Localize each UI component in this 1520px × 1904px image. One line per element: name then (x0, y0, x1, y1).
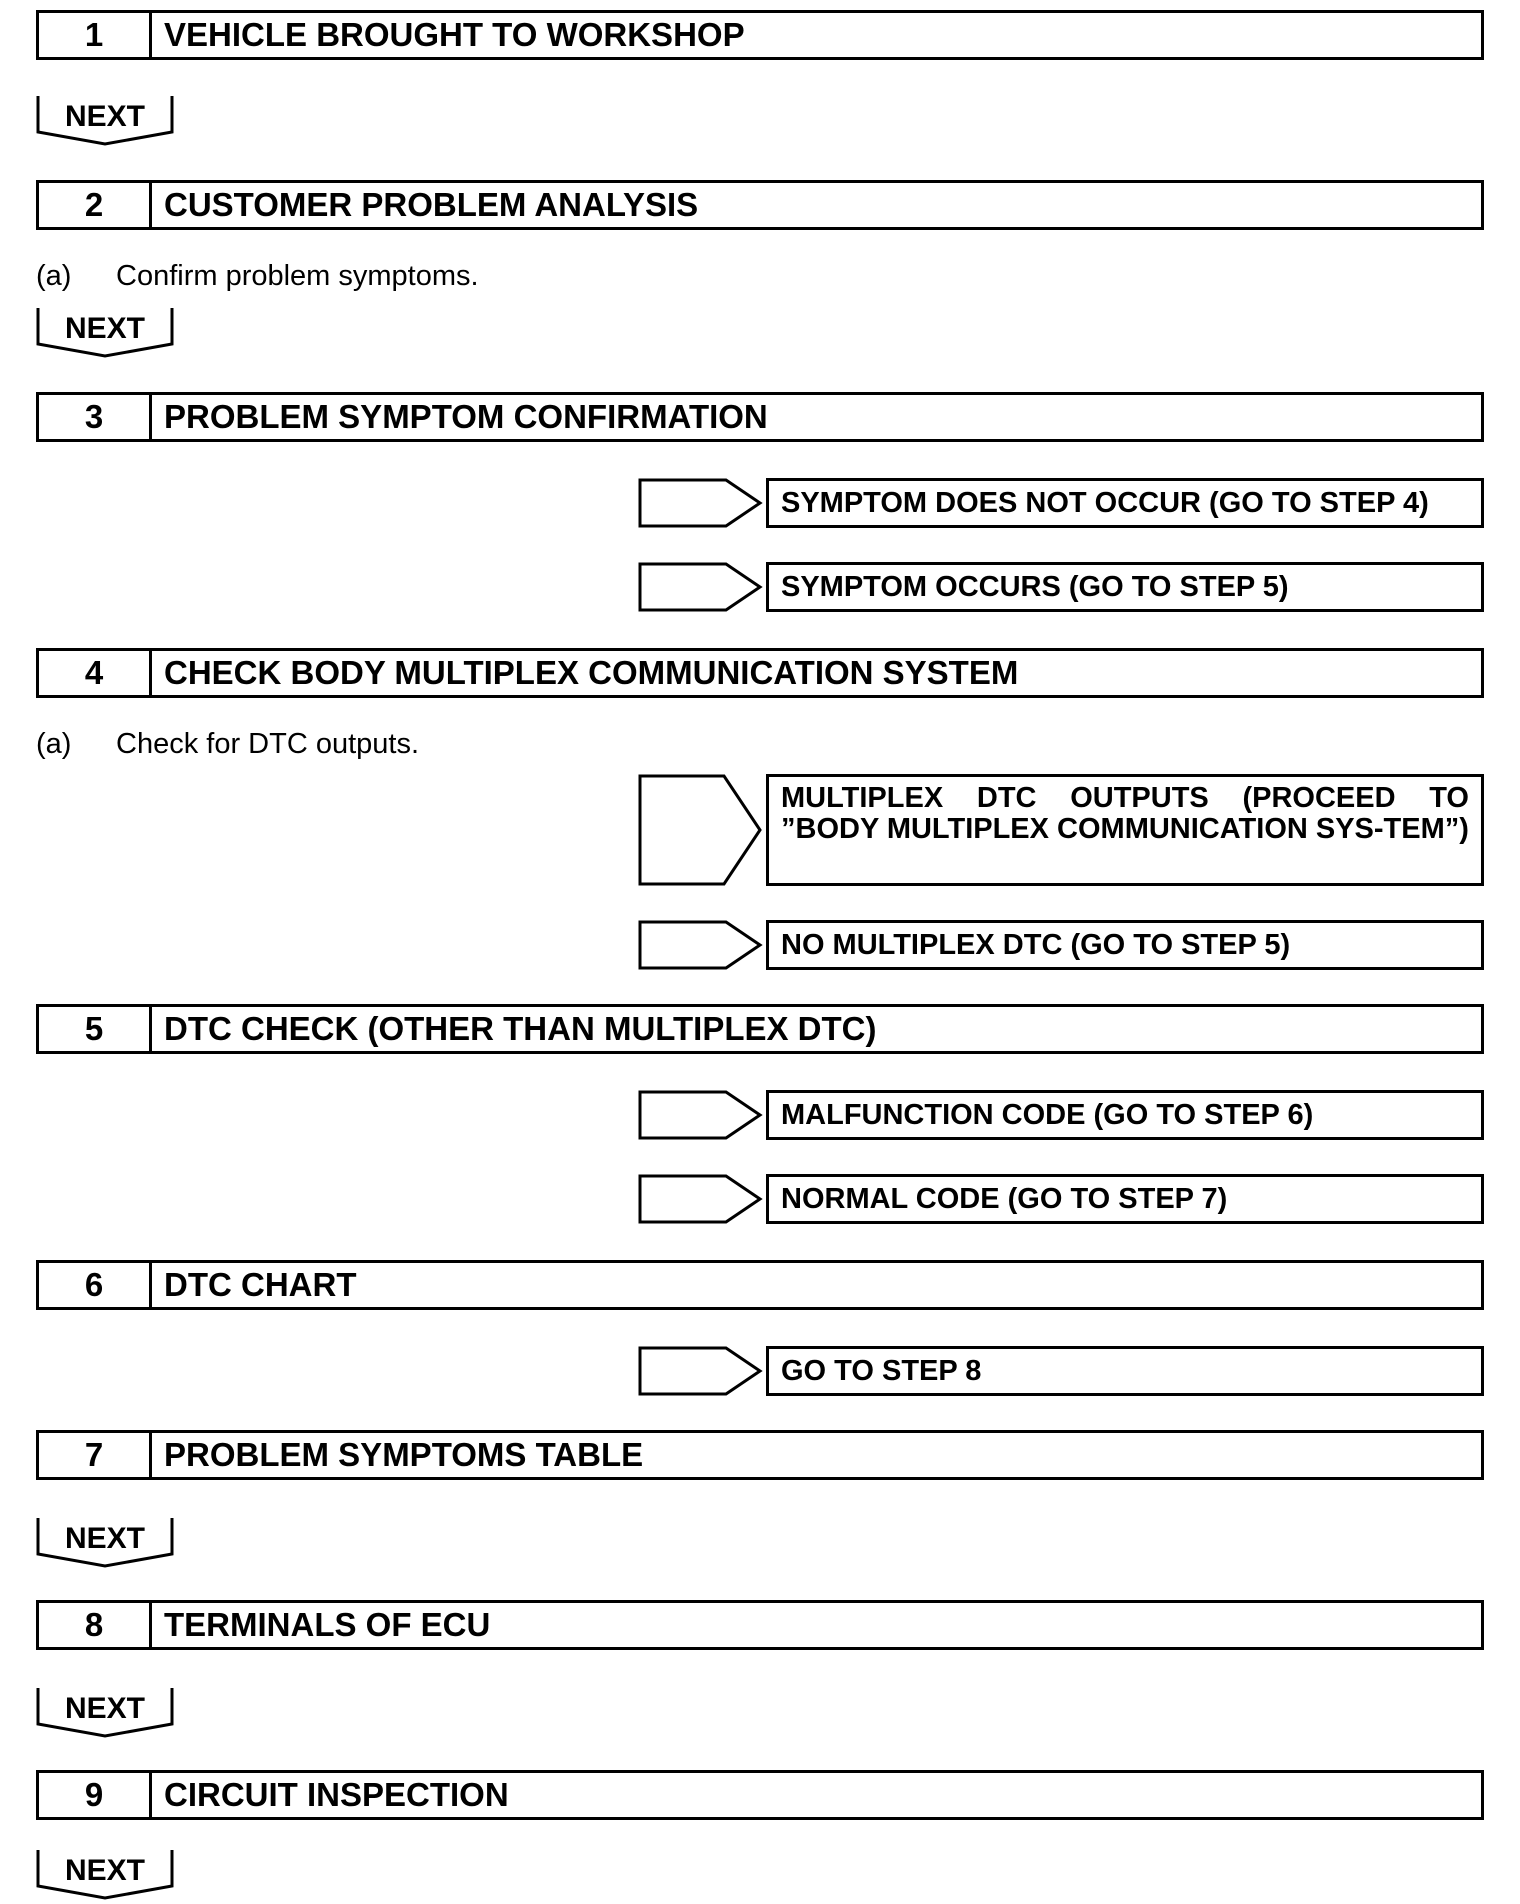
step-number: 4 (39, 651, 152, 695)
step-number: 2 (39, 183, 152, 227)
instruction-text: Confirm problem symptoms. (116, 260, 479, 292)
branch-normal-code[interactable] (638, 1174, 1484, 1224)
instruction-marker: (a) (36, 728, 72, 760)
next-label: NEXT (64, 1854, 145, 1887)
branch-arrow-icon (638, 562, 764, 612)
step-title: DTC CHECK (OTHER THAN MULTIPLEX DTC) (164, 1010, 877, 1047)
branch-arrow-icon (638, 1346, 764, 1396)
next-button-8[interactable] (36, 1686, 174, 1738)
next-label: NEXT (64, 100, 145, 133)
step-4-instruction (36, 726, 419, 762)
step-3-header (36, 392, 1484, 442)
branch-result: MALFUNCTION CODE (GO TO STEP 6) (766, 1090, 1484, 1140)
branch-arrow-icon (638, 920, 764, 970)
step-number: 8 (39, 1603, 152, 1647)
step-6-header (36, 1260, 1484, 1310)
next-label: NEXT (64, 1522, 145, 1555)
step-1-header (36, 10, 1484, 60)
step-8-header (36, 1600, 1484, 1650)
step-number: 3 (39, 395, 152, 439)
step-title: DTC CHART (164, 1266, 357, 1303)
branch-arrow-icon (638, 774, 764, 886)
branch-symptom-occurs[interactable] (638, 562, 1484, 612)
branch-result: SYMPTOM OCCURS (GO TO STEP 5) (766, 562, 1484, 612)
step-number: 7 (39, 1433, 152, 1477)
branch-result: NORMAL CODE (GO TO STEP 7) (766, 1174, 1484, 1224)
step-number: 1 (39, 13, 152, 57)
branch-arrow-icon (638, 1174, 764, 1224)
instruction-marker: (a) (36, 260, 72, 292)
step-2-header (36, 180, 1484, 230)
branch-symptom-does-not-occur[interactable] (638, 478, 1484, 528)
step-7-header (36, 1430, 1484, 1480)
next-button-7[interactable] (36, 1516, 174, 1568)
next-label: NEXT (64, 312, 145, 345)
instruction-text: Check for DTC outputs. (116, 728, 419, 760)
step-title: CUSTOMER PROBLEM ANALYSIS (164, 186, 699, 223)
step-title: TERMINALS OF ECU (164, 1606, 491, 1643)
next-button-9[interactable] (36, 1848, 174, 1900)
branch-arrow-icon (638, 478, 764, 528)
branch-result: MULTIPLEX DTC OUTPUTS (PROCEED TO ”BODY MULTIPLEX COMMUNICATION SYS-TEM”) (766, 774, 1484, 886)
next-label: NEXT (64, 1692, 145, 1725)
step-title: PROBLEM SYMPTOM CONFIRMATION (164, 398, 768, 435)
branch-go-to-step-8[interactable] (638, 1346, 1484, 1396)
step-title: PROBLEM SYMPTOMS TABLE (164, 1436, 644, 1473)
branch-malfunction-code[interactable] (638, 1090, 1484, 1140)
next-button-1[interactable] (36, 94, 174, 146)
step-4-header (36, 648, 1484, 698)
branch-result: NO MULTIPLEX DTC (GO TO STEP 5) (766, 920, 1484, 970)
branch-no-multiplex-dtc[interactable] (638, 920, 1484, 970)
step-number: 9 (39, 1773, 152, 1817)
branch-multiplex-dtc-outputs[interactable] (638, 774, 1484, 886)
next-button-2[interactable] (36, 306, 174, 358)
step-9-header (36, 1770, 1484, 1820)
step-title: CHECK BODY MULTIPLEX COMMUNICATION SYSTEM (164, 654, 1019, 691)
branch-result: SYMPTOM DOES NOT OCCUR (GO TO STEP 4) (766, 478, 1484, 528)
step-number: 6 (39, 1263, 152, 1307)
step-2-instruction (36, 258, 479, 294)
branch-result: GO TO STEP 8 (766, 1346, 1484, 1396)
step-title: VEHICLE BROUGHT TO WORKSHOP (164, 16, 745, 53)
step-5-header (36, 1004, 1484, 1054)
step-title: CIRCUIT INSPECTION (164, 1776, 509, 1813)
branch-arrow-icon (638, 1090, 764, 1140)
step-number: 5 (39, 1007, 152, 1051)
